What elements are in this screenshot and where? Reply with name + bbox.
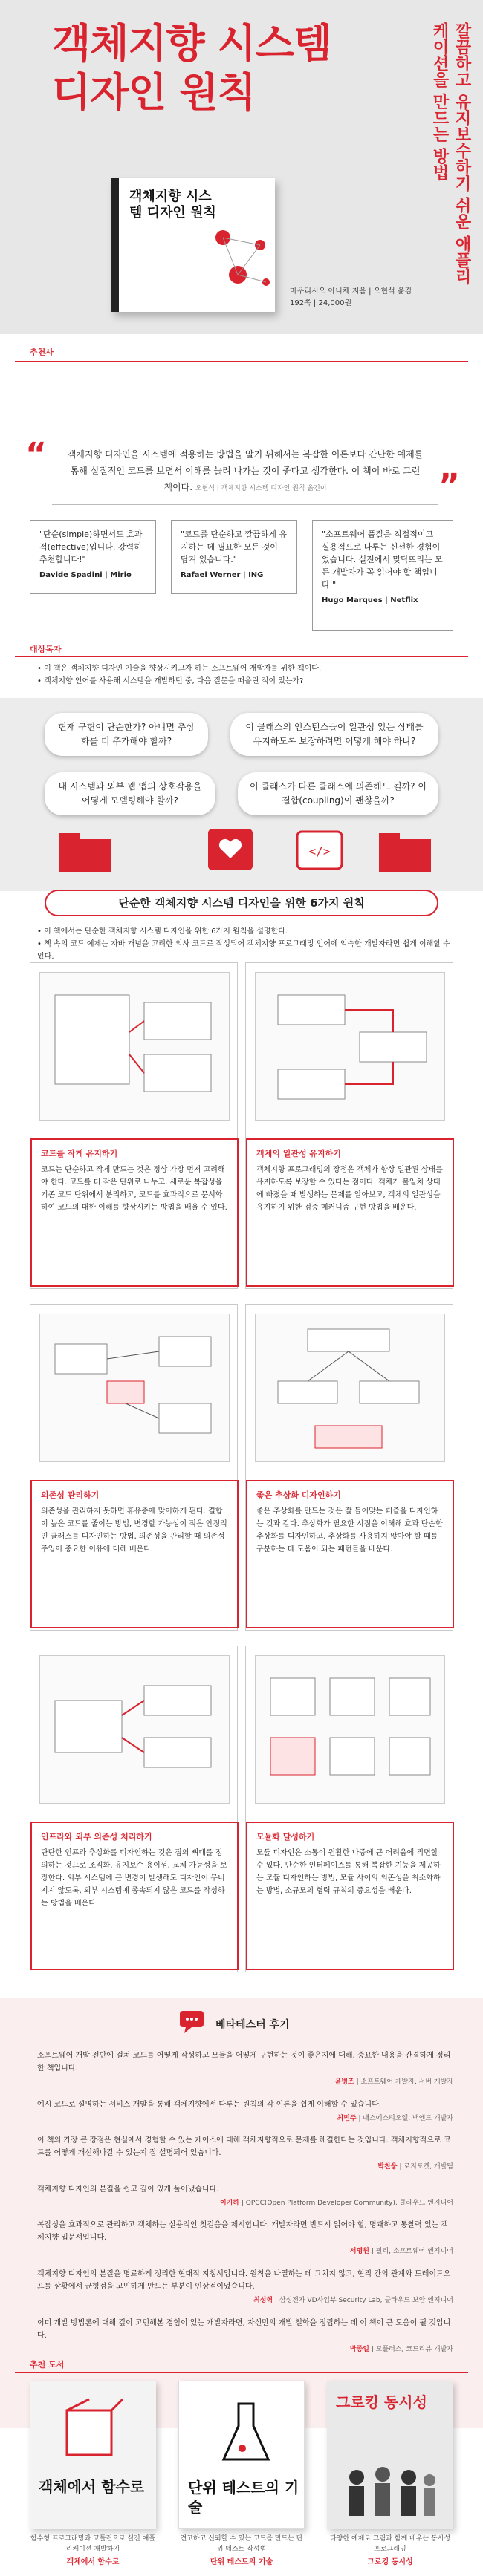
principle-title: 좋은 추상화 디자인하기 (256, 1490, 341, 1500)
reviewer-name: 이기하 (219, 2200, 240, 2207)
principle-body: 좋은 추상화를 만드는 것은 잘 들어맞는 퍼즐을 디자인하는 것과 같다. 추상화가 필요한 시점을 이해해 효과 단순한 추상화를 디자인하고, 추상화를 사용하지 않아야 할 때를 구분하는 데 도움이 되는 패턴들을 배운다. (256, 1507, 443, 1553)
reviewer-role: 모플러스, 코드리뷰 개발자 (375, 2346, 453, 2353)
book-description (178, 2534, 305, 2568)
review-author: 최성혁 | 삼성전자 VD사업부 Security Lab, 클라우드 보안 엔지니어 (253, 2297, 453, 2304)
hero-section (0, 0, 483, 334)
reviewer-name: 박종일 (349, 2346, 370, 2353)
review-author: 윤병조 | 소프트웨어 개발자, 서버 개발자 (334, 2078, 453, 2086)
hero-title (52, 19, 364, 117)
principle-title: 객체의 일관성 유지하기 (256, 1149, 341, 1158)
reviewer-role: 삼성전자 VD사업부 Security Lab, 클라우드 보안 엔지니어 (279, 2297, 453, 2304)
principle-card (30, 1646, 238, 1972)
principles-banner: 단순한 객체지향 시스템 디자인을 위한 6가지 원칙 (45, 890, 438, 916)
reviewer-role: OPCC(Open Platform Developer Community), 클라우드 엔지니어 (245, 2200, 453, 2207)
review-text: 예시 코드로 설명하는 서비스 개발을 통해 객체지향에서 다루는 원칙의 각 이론을 쉽게 이해할 수 있습니다. (37, 2101, 382, 2109)
review-text: 복잡성을 효과적으로 관리하고 객체하는 실용적인 첫걸음을 제시합니다. 개발자라면 반드시 읽어야 할, 명쾌하고 통찰력 있는 객체지향 입문서입니다. (37, 2221, 449, 2242)
book-name[interactable]: 그로킹 동시성 (367, 2558, 413, 2566)
principle-diagram (39, 972, 230, 1121)
target-bullet: • 이 책은 객체지향 디자인 기술을 향상시키고자 하는 소프트웨어 개발자를 위한 책이다. (37, 662, 453, 675)
recommend-card-text: "코드를 단순하고 깔끔하게 유지하는 데 필요한 모든 것이 담겨 있습니다." (181, 529, 288, 564)
book-cover-title: 그로킹 동시성 (336, 2393, 427, 2411)
reviewer-name: 박찬웅 (377, 2163, 398, 2171)
book-cover-title: 단위 테스트의 기술 (188, 2479, 299, 2516)
module-diagram-icon (256, 1656, 444, 1803)
book-price-line: 192쪽 | 24,000원 (290, 299, 352, 307)
close-quote-icon: ” (438, 467, 460, 505)
lab-flask-icon (216, 2396, 276, 2471)
principle-text (246, 1822, 454, 1970)
principle-text (30, 1822, 239, 1970)
review-item (37, 2099, 453, 2125)
reviewer-role: 매스에스티오엘, 백엔드 개발자 (363, 2115, 453, 2122)
principle-body: 의존성을 관리하지 못하면 휴유증에 맞이하게 된다. 결합이 높은 코드를 줄이는 방법, 변경할 가능성이 적은 안정적인 클래스를 디자인하는 방법, 의존성을 관리할 때 의존성 주입이 중요한 이유에 대해 배운다. (41, 1507, 227, 1553)
book-description (327, 2534, 453, 2568)
divider (15, 656, 468, 657)
class-diagram-icon (40, 973, 229, 1120)
book-name[interactable]: 단위 테스트의 기술 (210, 2558, 273, 2566)
hero-title-line1: 객체지향 시스템 (52, 20, 331, 67)
principle-diagram (255, 972, 445, 1121)
question-bubble: 이 클래스가 다른 클래스에 의존해도 될까? 이 결합(coupling)이 괜찮을까? (238, 772, 438, 815)
principle-title: 의존성 관리하기 (41, 1490, 100, 1500)
crowd-illustration-icon (342, 2455, 438, 2522)
principle-text (30, 1480, 239, 1628)
infrastructure-diagram-icon (40, 1656, 229, 1803)
dependency-diagram-icon (40, 1314, 229, 1461)
principle-body: 코드는 단순하고 작게 만드는 것은 정상 가장 먼저 고려해야 한다. 코드를 더 작은 단위로 나누고, 새로운 복잡성을 기존 코드 단위에서 분리하고, 코드를 효과적으로 문서화하여 코드의 대한 이해를 향상시키는 방법을 배울 수 있다. (41, 1166, 227, 1212)
principle-title: 인프라와 외부 의존성 처리하기 (41, 1832, 152, 1842)
target-bullet: • 객체지향 언어를 사용해 시스템을 개발하던 중, 다음 질문을 떠올린 적이 있는가? (37, 675, 453, 688)
recommend-label: 추천사 (30, 348, 54, 357)
reviewer-name: 최민주 (337, 2115, 357, 2122)
review-text: 이 책의 가장 큰 장점은 현실에서 경험할 수 있는 케이스에 대해 객체지향적으로 문제를 해결한다는 것입니다. 객체지향적으로 코드를 어떻게 개선해나갈 수 있는지 잘 설명되어 있습니다. (37, 2136, 451, 2157)
flow-diagram-icon (256, 973, 444, 1120)
target-label: 대상독자 (30, 645, 62, 654)
reviewer-role: 필리, 소프트웨어 엔지니어 (375, 2248, 453, 2255)
book-cover[interactable] (178, 2381, 305, 2529)
hero-tagline: 깔끔하고 유지보수하기 쉬운 애플리케이션을 만드는 방법 (430, 22, 471, 284)
principle-text (30, 1138, 239, 1287)
principle-diagram (39, 1314, 230, 1462)
principles-intro-bullet: • 책 속의 코드 예제는 자바 개념을 고려한 의사 코드로 작성되어 객체지향 프로그래밍 언어에 익숙한 개발자라면 쉽게 이해할 수 있다. (37, 938, 453, 963)
folder-icon (59, 833, 111, 872)
question-bubble: 현재 구현이 단순한가? 아니면 추상화를 더 추가해야 할까? (45, 713, 208, 756)
box-illustration-icon (59, 2396, 126, 2470)
principle-title: 코드를 작게 유지하기 (41, 1149, 118, 1158)
target-bullets (37, 662, 453, 688)
recommend-card-author: Davide Spadini | Mirio (39, 571, 132, 579)
reviewer-name: 서영원 (349, 2248, 370, 2255)
recommend-card-text: "단순(simple)하면서도 효과적(effective)입니다. 강력히 추천합니다!" (39, 529, 143, 564)
recommend-card (312, 520, 453, 631)
book-desc-text: 다양한 예제로 그림과 함께 배우는 동시성 프로그래밍 (329, 2535, 451, 2553)
folder-icon (379, 833, 431, 872)
review-text: 객체지향 디자인의 본질을 쉽고 깊이 있게 풀어냈습니다. (37, 2185, 219, 2194)
principle-text (246, 1138, 454, 1287)
reviewer-name: 최성혁 (253, 2297, 273, 2304)
principle-title: 모듈화 달성하기 (256, 1832, 315, 1842)
quote-body: 객체지향 디자인을 시스템에 적용하는 방법을 알기 위해서는 복잡한 이론보다 간단한 예제를 통해 실질적인 코드를 보면서 이해를 늘려 나가는 것이 좋다고 생각한다. 이 책이 바로 그런 책이다. (67, 449, 424, 492)
review-item (37, 2183, 453, 2210)
reviewer-role: 소프트웨어 개발자, 서버 개발자 (360, 2078, 453, 2086)
review-item (37, 2317, 453, 2356)
developer-icons (52, 824, 438, 876)
review-author: 박찬웅 | 로지포켓, 개발팀 (377, 2163, 453, 2171)
book-cover (111, 178, 275, 312)
reviewer-name: 윤병조 (334, 2078, 354, 2086)
review-item (37, 2219, 453, 2258)
quote-text (67, 446, 424, 497)
review-text: 소프트웨어 개발 전반에 걸쳐 코드를 어떻게 작성하고 모듈을 어떻게 구현하는 것이 좋은지에 대해, 중요한 내용을 간결하게 정리한 책입니다. (37, 2052, 451, 2073)
open-quote-icon: “ (25, 436, 47, 474)
principle-diagram (255, 1655, 445, 1804)
recommend-card (30, 520, 156, 594)
principle-card (30, 962, 238, 1289)
review-item (37, 2050, 453, 2089)
review-author: 최민주 | 매스에스티오엘, 백엔드 개발자 (337, 2115, 453, 2122)
principle-card (245, 1646, 453, 1972)
book-description (30, 2534, 156, 2568)
review-item (37, 2268, 453, 2307)
principle-diagram (255, 1314, 445, 1462)
principle-body: 객체지향 프로그래밍의 장점은 객체가 항상 일관된 상태를 유지하도록 보장할 수 있다는 점이다. 객체가 불일치 상태에 빠졌을 때 발생하는 문제를 알아보고, 객체의 일관성을 유지하기 위한 검증 메커니즘 구현 방법을 배운다. (256, 1166, 443, 1212)
quote-author: 오현석 | 객체지향 시스템 디자인 원칙 옮긴이 (195, 485, 327, 492)
network-illustration-icon (208, 223, 275, 297)
books-label: 추천 도서 (30, 2360, 65, 2370)
principle-card (245, 962, 453, 1289)
question-bubble: 이 클래스의 인스턴스들이 일관성 있는 상태를 유지하도록 보장하려면 어떻게 해야 하나? (230, 713, 438, 756)
book-desc-text: 견고하고 신뢰할 수 있는 코드를 만드는 단위 테스트 작성법 (180, 2535, 303, 2553)
principles-intro (37, 925, 453, 963)
hero-title-line2: 디자인 원칙 (52, 69, 256, 116)
principle-diagram (39, 1655, 230, 1804)
divider (15, 2372, 468, 2373)
book-cover-title: 객체에서 함수로 (39, 2478, 145, 2496)
book-desc-text: 함수형 프로그래밍과 코틀린으로 실전 애플리케이션 개발하기 (30, 2535, 155, 2553)
review-text: 객체지향 디자인의 본질을 명료하게 정리한 현대적 지침서입니다. 원칙을 나열하는 데 그치지 않고, 현직 간의 관계와 트레이드오프를 상황에서 균형점을 고민하게 만드는 부분이 인상적이었습니다. (37, 2270, 451, 2291)
svg-text:</>: </> (308, 844, 331, 858)
book-author-line: 마우리시오 아니체 지음 | 오현석 옮김 (290, 287, 412, 296)
principle-body: 모듈 디자인은 소통이 원활한 나중에 큰 어려움에 직면할 수 있다. 단순한 인터페이스를 통해 복잡한 기능을 제공하는 모듈 디자인하는 방법, 모듈 사이의 의존성을 최소화하는 방법, 소규모의 협력 규칙의 중요성을 배운다. (256, 1849, 441, 1895)
question-bubble: 내 시스템과 외부 웹 앱의 상호작용을 어떻게 모델링해야 할까? (45, 772, 215, 815)
principle-body: 단단한 인프라 추상화를 디자인하는 것은 집의 뼈대를 정의하는 것으로 조직화, 유지보수 용이성, 교체 가능성을 보장한다. 외부 시스템에 큰 변경이 발생해도 디자인이 무너지지 않도록, 외부 시스템에 종속되지 않은 코드를 작성하는 방법을 배운다. (41, 1849, 227, 1908)
review-author: 박종일 | 모플러스, 코드리뷰 개발자 (349, 2346, 453, 2353)
review-text: 이미 개발 방법론에 대해 깊이 고민해본 경험이 있는 개발자라면, 자신만의 개발 철학을 정립하는 데 이 책이 큰 도움이 될 것입니다. (37, 2319, 451, 2340)
book-cover[interactable] (30, 2381, 156, 2529)
principle-text (246, 1480, 454, 1628)
featured-quote (25, 436, 460, 505)
code-icon (297, 832, 342, 869)
recommend-card-author: Rafael Werner | ING (181, 571, 264, 579)
book-meta (290, 286, 412, 310)
book-cover[interactable] (327, 2381, 453, 2529)
principles-intro-bullet: • 이 책에서는 단순한 객체지향 시스템 디자인을 위한 6가지 원칙을 설명한다. (37, 925, 453, 938)
heart-window-icon (208, 829, 253, 870)
review-author: 이기하 | OPCC(Open Platform Developer Community), 클라우드 엔지니어 (219, 2200, 453, 2207)
recommend-card-text: "소프트웨어 품질을 직접적이고 실용적으로 다루는 신선한 경험이었습니다. 실전에서 맞닥뜨리는 모든 개발자가 꼭 읽어야 할 책입니다." (322, 529, 443, 590)
reviews-title: 베타테스터 후기 (215, 2019, 290, 2031)
principle-card (30, 1304, 238, 1631)
chat-bubble-icon (178, 2009, 210, 2035)
book-cover-title: 객체지향 시스템 디자인 원칙 (129, 189, 216, 221)
abstraction-diagram-icon (256, 1314, 444, 1461)
review-item (37, 2134, 453, 2174)
review-author: 서영원 | 필리, 소프트웨어 엔지니어 (349, 2248, 453, 2255)
book-name[interactable]: 객체에서 함수로 (66, 2558, 120, 2566)
principle-card (245, 1304, 453, 1631)
recommend-card (171, 520, 297, 594)
divider (15, 361, 468, 362)
recommend-card-author: Hugo Marques | Netflix (322, 596, 418, 604)
reviewer-role: 로지포켓, 개발팀 (403, 2163, 453, 2171)
